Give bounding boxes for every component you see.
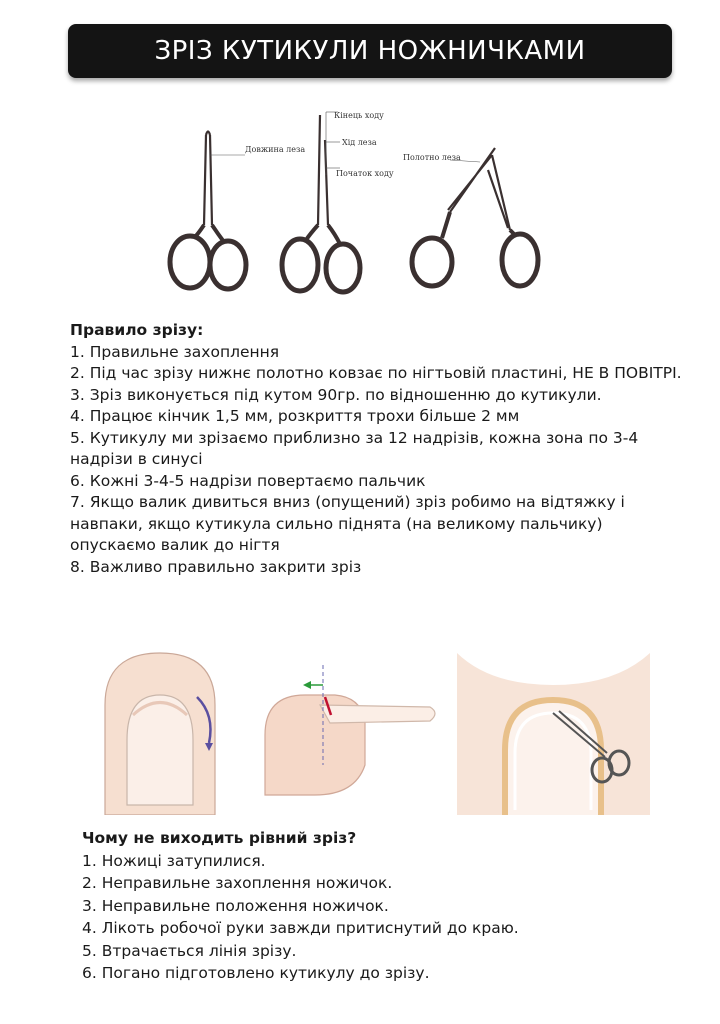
finger-side-view-illustration: [265, 665, 435, 795]
label-blade-stroke: Хід леза: [342, 138, 377, 147]
rule-item: 5. Кутикулу ми зрізаємо приблизно за 12 надрізів, кожна зона по 3-4 надрізи в синусі: [70, 428, 639, 468]
finger-top-view-illustration: [105, 653, 215, 815]
reason-item: 2. Неправильне захоплення ножичок.: [82, 874, 393, 892]
reason-item: 5. Втрачається лінія зрізу.: [82, 941, 297, 960]
rules-heading: Правило зрізу:: [70, 321, 204, 339]
why-heading: Чому не виходить рівний зріз?: [82, 829, 357, 847]
rule-item: 1. Правильне захоплення: [70, 342, 280, 361]
rule-item: 2. Під час зрізу нижнє полотно ковзає по нігтьовій пластині, НЕ В ПОВІТРІ.: [70, 364, 682, 382]
label-end-of-stroke: Кінець ходу: [334, 111, 384, 120]
cutting-rules: [70, 320, 690, 578]
rule-item: 3. Зріз виконується під кутом 90гр. по відношенню до кутикули.: [70, 385, 602, 404]
nail-technique-illustrations: [75, 645, 655, 815]
label-start-of-stroke: Початок ходу: [336, 169, 394, 178]
page-title: ЗРІЗ КУТИКУЛИ НОЖНИЧКАМИ: [154, 36, 586, 66]
scissors-open-illustration: [412, 148, 538, 286]
why-uneven-cut: [82, 828, 682, 985]
rule-item: 8. Важливо правильно закрити зріз: [70, 557, 362, 576]
reason-item: 3. Неправильне положення ножичок.: [82, 896, 389, 915]
rule-item: 4. Працює кінчик 1,5 мм, розкриття трохи більше 2 мм: [70, 407, 520, 425]
reason-item: 6. Погано підготовлено кутикулу до зрізу.: [82, 964, 430, 982]
label-blade-length: Довжина леза: [245, 145, 306, 154]
label-blade-surface: Полотно леза: [403, 153, 461, 162]
scissors-diagram: [150, 100, 570, 305]
title-bar: [68, 24, 672, 78]
nail-cuticle-with-scissors-illustration: [457, 653, 650, 815]
reason-item: 1. Ножиці затупилися.: [82, 851, 266, 870]
rule-item: 6. Кожні 3-4-5 надрізи повертаємо пальчик: [70, 471, 426, 490]
reason-item: 4. Лікоть робочої руки завжди притиснутий до краю.: [82, 919, 519, 937]
rule-item: 7. Якщо валик дивиться вниз (опущений) зріз робимо на відтяжку і навпаки, якщо кутикула сильно піднята (на великому пальчику) опускаємо валик до нігтя: [70, 493, 625, 554]
